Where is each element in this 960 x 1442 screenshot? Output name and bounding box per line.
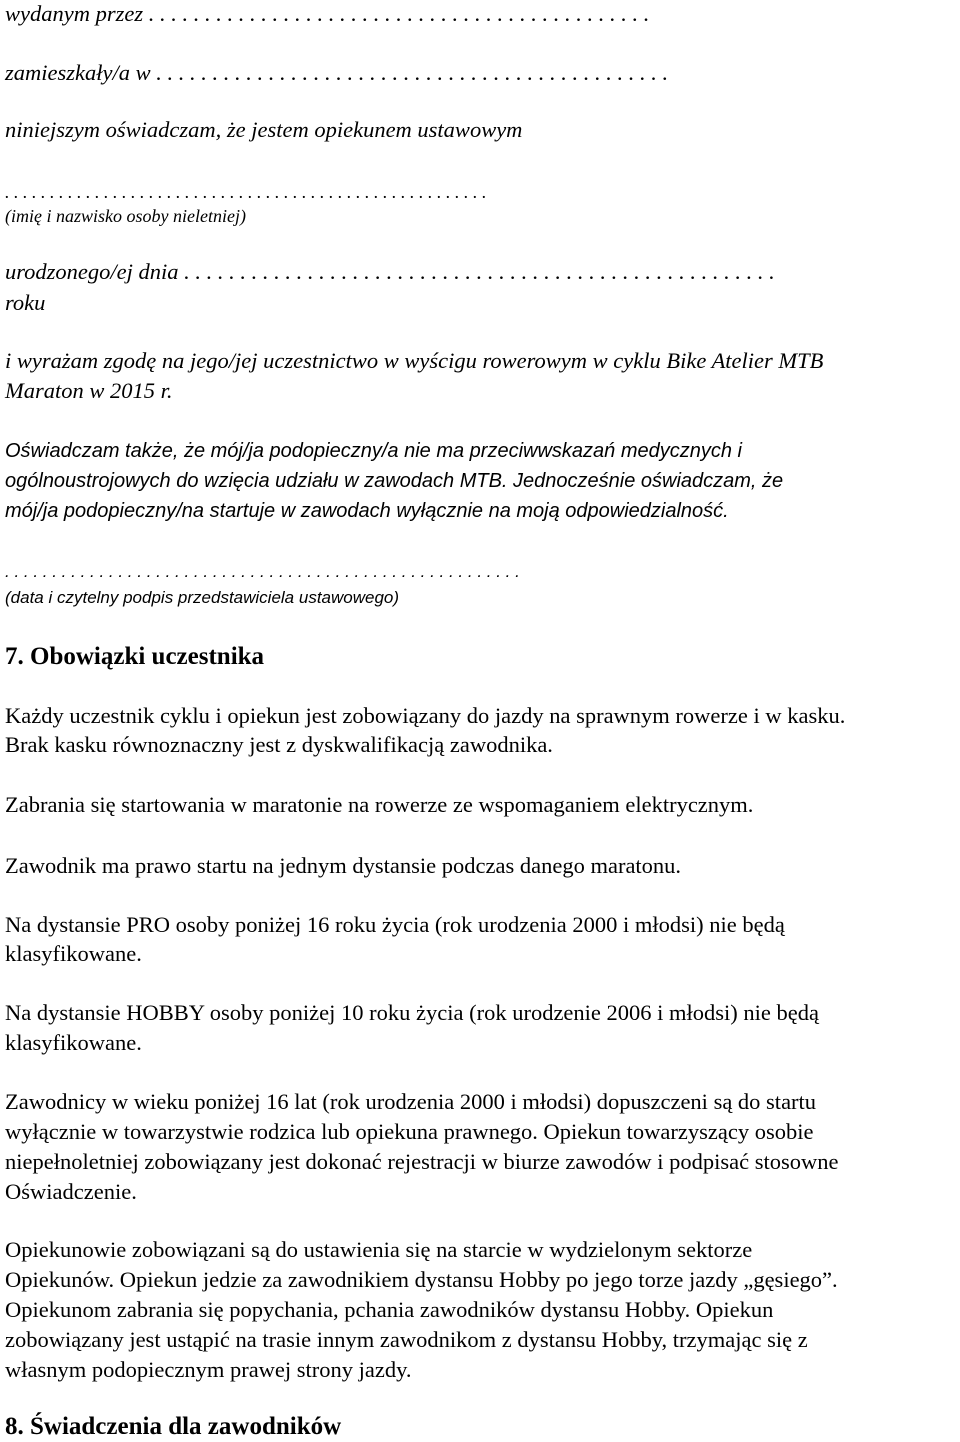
minor-name-dots: . . . . . . . . . . . . . . . . . . . . . . . . . . . . . . . . . . . . . . . . . . . . . . . . . . . . . . — [5, 182, 487, 202]
s7-p7-line-2: Opiekunów. Opiekun jedzie za zawodnikiem dystansu Hobby po jego torze jazdy „gęsiego”. — [5, 1267, 838, 1292]
consent-line-1: i wyrażam zgodę na jego/jej uczestnictwo w wyścigu rowerowym w cyklu Bike Atelier MTB — [5, 348, 824, 373]
s7-p2-line-1: Zabrania się startowania w maratonie na rowerze ze wspomaganiem elektrycznym. — [5, 792, 754, 817]
medical-line-3: mój/ja podopieczny/na startuje w zawodach wyłącznie na moją odpowiedzialność. — [5, 500, 729, 522]
s7-p1-line-2: Brak kasku równoznaczny jest z dyskwalifikacją zawodnika. — [5, 732, 553, 757]
s7-p1-line-1: Każdy uczestnik cyklu i opiekun jest zobowiązany do jazdy na sprawnym rowerze i w kasku. — [5, 703, 846, 728]
s7-p3-line-1: Zawodnik ma prawo startu na jednym dystansie podczas danego maratonu. — [5, 853, 682, 878]
guardian-statement: niniejszym oświadczam, że jestem opiekunem ustawowym — [5, 117, 523, 142]
issued-by-line: wydanym przez . . . . . . . . . . . . . . . . . . . . . . . . . . . . . . . . . . . . . . . . . . . . . — [5, 1, 650, 26]
year-word: roku — [5, 290, 46, 315]
s7-p7-line-5: własnym podopiecznym prawej strony jazdy. — [5, 1357, 412, 1382]
s7-p6-line-4: Oświadczenie. — [5, 1179, 137, 1204]
minor-name-caption: (imię i nazwisko osoby nieletniej) — [5, 206, 246, 226]
signature-dots: . . . . . . . . . . . . . . . . . . . . . . . . . . . . . . . . . . . . . . . . . . . . . . . . . . . . . . . — [5, 562, 520, 581]
s7-p5-line-2: klasyfikowane. — [5, 1030, 142, 1055]
signature-caption: (data i czytelny podpis przedstawiciela ustawowego) — [5, 588, 400, 607]
s7-p5-line-1: Na dystansie HOBBY osoby poniżej 10 roku życia (rok urodzenie 2006 i młodsi) nie będą — [5, 1000, 819, 1025]
section-7-heading: 7. Obowiązki uczestnika — [5, 643, 265, 670]
s7-p6-line-2: wyłącznie w towarzystwie rodzica lub opiekuna prawnego. Opiekun towarzyszący osobie — [5, 1119, 814, 1144]
medical-line-1: Oświadczam także, że mój/ja podopieczny/a nie ma przeciwwskazań medycznych i — [5, 440, 742, 462]
s7-p6-line-1: Zawodnicy w wieku poniżej 16 lat (rok urodzenia 2000 i młodsi) dopuszczeni są do startu — [5, 1089, 817, 1114]
s7-p6-line-3: niepełnoletniej zobowiązany jest dokonać rejestracji w biurze zawodów i podpisać stosowne — [5, 1149, 839, 1174]
s7-p7-line-3: Opiekunom zabrania się popychania, pchania zawodników dystansu Hobby. Opiekun — [5, 1297, 774, 1322]
s7-p4-line-2: klasyfikowane. — [5, 941, 142, 966]
section-8-heading: 8. Świadczenia dla zawodników — [5, 1413, 342, 1440]
s7-p4-line-1: Na dystansie PRO osoby poniżej 16 roku życia (rok urodzenia 2000 i młodsi) nie będą — [5, 912, 785, 937]
medical-line-2: ogólnoustrojowych do wzięcia udziału w zawodach MTB. Jednocześnie oświadczam, że — [5, 470, 784, 492]
resident-line: zamieszkały/a w . . . . . . . . . . . . . . . . . . . . . . . . . . . . . . . . . . . . . . . . . . . . . . — [5, 60, 669, 85]
consent-line-2: Maraton w 2015 r. — [5, 378, 173, 403]
s7-p7-line-4: zobowiązany jest ustąpić na trasie innym zawodnikom z dystansu Hobby, trzymając się z — [5, 1327, 808, 1352]
s7-p7-line-1: Opiekunowie zobowiązani są do ustawienia się na starcie w wydzielonym sektorze — [5, 1237, 753, 1262]
birth-date-line: urodzonego/ej dnia . . . . . . . . . . . . . . . . . . . . . . . . . . . . . . . . . . . . . . . . . . . . . . . . . . . . . — [5, 259, 775, 284]
